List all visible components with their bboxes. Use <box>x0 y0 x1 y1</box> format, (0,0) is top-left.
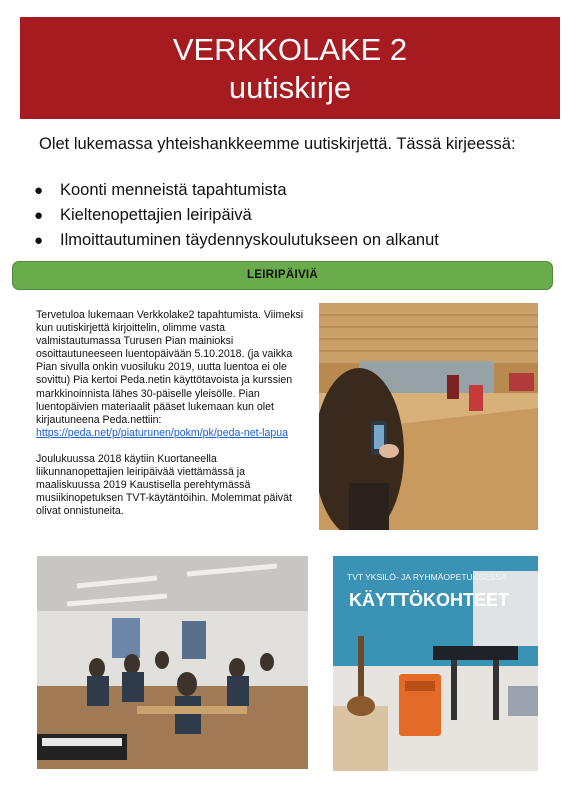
classroom-photo <box>37 556 308 769</box>
peda-net-link[interactable]: https://peda.net/p/piaturunen/pokm/pk/peda-net-lapua <box>36 426 289 439</box>
section-heading: LEIRIPÄIVIÄ <box>12 261 553 290</box>
bullet-icon: ● <box>34 232 44 249</box>
contents-item-label: Ilmoittautuminen täydennyskoulutukseen on alkanut <box>60 231 439 249</box>
gym-photo <box>319 303 538 530</box>
contents-list <box>34 178 439 253</box>
contents-item-label: Koonti menneistä tapahtumista <box>60 181 287 199</box>
bullet-icon: ● <box>34 207 44 224</box>
article-paragraph-text: Tervetuloa lukemaan Verkkolake2 tapahtumista. Viimeksi kun uutiskirjettä kirjoittelin, olimme vasta valmistautumassa Turusen Pian mainioksi osoittautuneeseen luentopäivään 5.10.2018. (ja vaikka Pian sivulla onkin vuosiluku 2019, uutta luentoa ei ole sovittu) Pia kertoi Peda.netin käyttötavoista ja kurssien markkinoinnista lähes 30-päiselle yleisölle. Pian luentopäivien materiaalit pääset lukemaan kun olet kirjautuneena Peda.nettiin: <box>36 309 304 426</box>
newsletter-header <box>20 17 560 119</box>
screen-caption-large: KÄYTTÖKOHTEET <box>349 590 509 610</box>
article-paragraph: Joulukuussa 2018 käytiin Kuortaneella liikunnanopettajien leiripäivää viettämässä ja maaliskuussa 2019 Kaustisella perehtymässä musiikinopetuksen TVT-käytäntöihin. Molemmat päivät olivat onnistuneita. <box>36 452 292 518</box>
contents-item <box>34 178 439 203</box>
newsletter-subtitle: uutiskirje <box>228 70 352 105</box>
newsletter-title: VERKKOLAKE 2 <box>172 32 408 67</box>
music-room-photo <box>333 556 538 771</box>
contents-item <box>34 228 439 253</box>
bullet-icon: ● <box>34 182 44 199</box>
article-paragraph <box>36 309 306 440</box>
intro-text: Olet lukemassa yhteishankkeemme uutiskirjettä. Tässä kirjeessä: <box>39 135 516 153</box>
article-body <box>36 309 306 531</box>
contents-item <box>34 203 439 228</box>
screen-caption-small: TVT YKSILÖ- JA RYHMÄOPETUKSESSA <box>347 572 507 582</box>
contents-item-label: Kieltenopettajien leiripäivä <box>60 206 252 224</box>
